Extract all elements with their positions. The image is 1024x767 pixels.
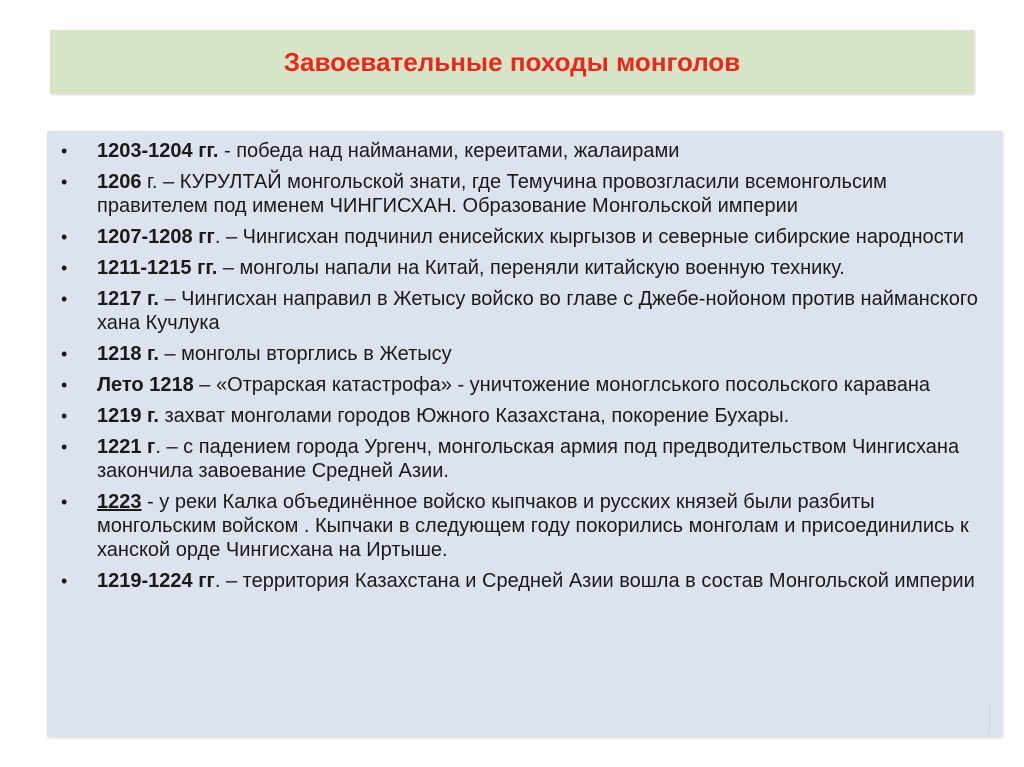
event-date: Лето 1218 [97, 374, 194, 396]
list-item [47, 287, 992, 335]
event-date: 1221 г [97, 436, 156, 458]
event-description: – Чингисхан направил в Жетысу войско во главе с Джебе-нойоном против найманского хана Кучлука [97, 288, 978, 334]
bullet-icon: • [61, 141, 68, 161]
bullet-icon: • [61, 437, 68, 457]
list-item [47, 569, 992, 593]
event-description: . – с падением города Ургенч, монгольская армия под предводительством Чингисхана закончила завоевание Средней Азии. [97, 436, 960, 482]
bullet-icon: • [61, 258, 68, 278]
event-date: 1217 г. [97, 288, 159, 310]
bullet-icon: • [61, 227, 68, 247]
event-date: 1203-1204 гг. [97, 140, 219, 162]
event-description: захват монголами городов Южного Казахстана, покорение Бухары. [158, 405, 790, 427]
slide-title: Завоевательные походы монголов [283, 46, 741, 77]
list-item [47, 435, 992, 483]
event-description: - у реки Калка объединённое войско кыпчаков и русских князей были разбиты монгольским войском . Кыпчаки в следующем году покорились монголам и присоединились к ханской орде Чингисхана на Иртыше. [97, 491, 969, 561]
list-item [47, 404, 992, 428]
event-description: – «Отрарская катастрофа» - уничтожение моноглського посольского каравана [193, 374, 930, 396]
list-item [47, 170, 992, 218]
bullet-icon: • [61, 344, 68, 364]
content-panel [47, 131, 1002, 737]
event-description: . – Чингисхан подчинил енисейских кыргызов и северные сибирские народности [214, 226, 964, 248]
list-item [47, 139, 992, 163]
event-date: 1223 [97, 491, 142, 513]
event-date: 1207-1208 гг [97, 226, 215, 248]
list-item [47, 373, 992, 397]
event-description: . – территория Казахстана и Средней Азии вошла в состав Монгольской империи [214, 570, 975, 592]
list-item [47, 342, 992, 366]
event-date: 1219-1224 гг [97, 570, 215, 592]
panel-edge-divider [989, 705, 990, 733]
event-date: 1206 [97, 171, 142, 193]
bullet-icon: • [61, 375, 68, 395]
bullet-icon: • [61, 172, 68, 192]
bullet-icon: • [61, 406, 68, 426]
event-description: - победа над найманами, кереитами, жалаирами [218, 140, 680, 162]
event-description: – монголы напали на Китай, переняли китайскую военную технику. [217, 257, 845, 279]
event-description: г. – КУРУЛТАЙ монгольской знати, где Темучина провозгласили всемонгольсим правителем под именем ЧИНГИСХАН. Образование Монгольской империи [97, 171, 887, 217]
list-item [47, 490, 992, 562]
event-date: 1211-1215 гг. [97, 257, 218, 279]
list-item [47, 256, 992, 280]
event-date: 1219 г. [97, 405, 159, 427]
event-description: – монголы вторглись в Жетысу [158, 343, 452, 365]
bullet-icon: • [61, 571, 68, 591]
event-date: 1218 г. [97, 343, 159, 365]
bullet-icon: • [61, 492, 68, 512]
list-item [47, 225, 992, 249]
events-list [47, 131, 1002, 593]
bullet-icon: • [61, 289, 68, 309]
title-banner [50, 30, 974, 94]
